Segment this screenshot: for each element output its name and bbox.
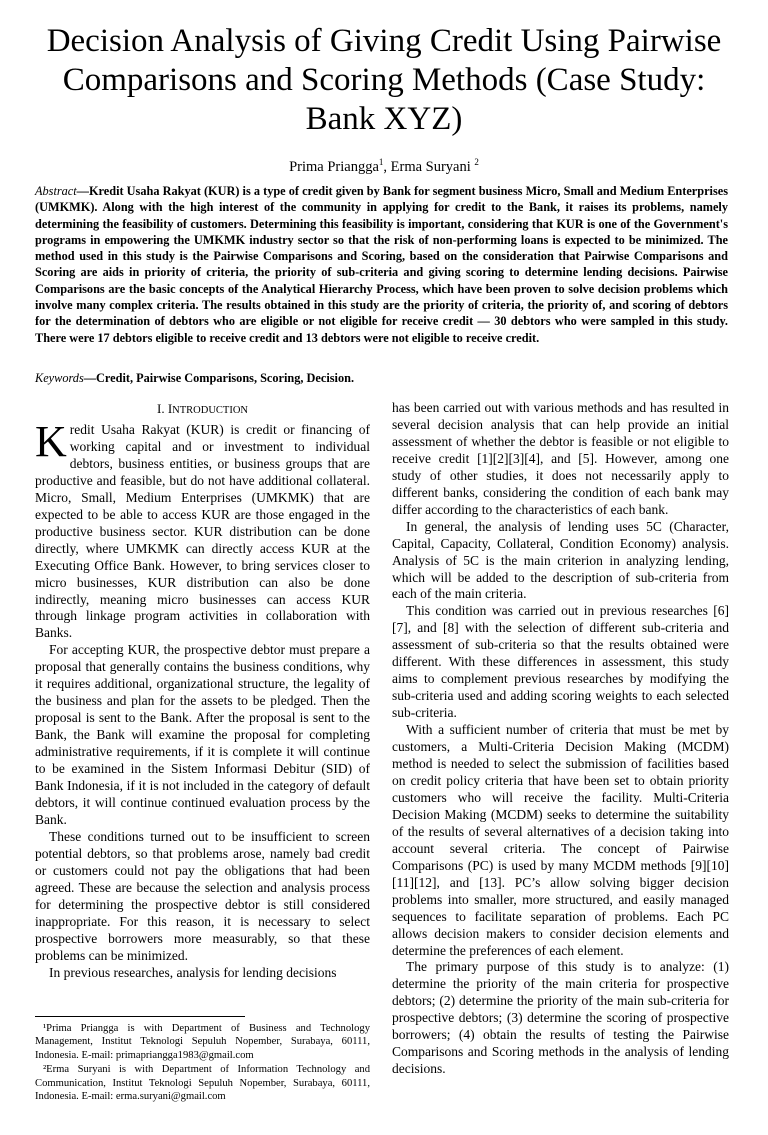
author-line: [0, 153, 768, 176]
abstract-label: Abstract: [35, 184, 77, 198]
author-2: Erma Suryani: [390, 158, 475, 175]
keywords-text: —Credit, Pairwise Comparisons, Scoring, Decision.: [83, 371, 355, 385]
intro-paragraph-2: For accepting KUR, the prospective debtor must prepare a proposal that generally contains the business conditions, why it requires additional, organizational structure, the legality of the business and plan for the assets to be pledged. Then the proposal is sent to the Bank. After the proposal is sent to the Bank, the Bank will examine the proposal for completing administrative requirements, if it is complete it will continue to be examined in the Sistem Informasi Debitur (SID) of Bank Indonesia, if it is not included in the category of default debtors, it will continue continued evaluation process by the Bank.: [35, 642, 370, 827]
intro-paragraph-7: With a sufficient number of criteria that must be met by customers, a Multi-Criteria Decision Making (MCDM) method is needed to select the submission of facilities based on credit policy criteria that have been set to obtain priority customers who will receive the facility. Multi-Criteria Decision Making (MCDM) seeks to determine the suitability of the results of several alternatives of a decision taking into account several criteria. The concept of Pairwise Comparisons (PC) is used by many MCDM methods [9][10][11][12], and [13]. PC’s allow solving bigger decision problems into smaller, more structured, and easily managed sequences to facilitate separation of problems. Each PC allows decision makers to consider decision elements and determine the preferences of each element.: [392, 722, 729, 958]
author-1-mark: 1: [378, 157, 384, 167]
intro-paragraph-3: These conditions turned out to be insufficient to screen potential debtors, so that problems arose, namely bad credit or customers could not pay the obligations that had been agreed. These are because the selection and analysis process for determining the prospective debtor is still considered inappropriate. For this reason, it is necessary to select prospective borrowers more measurably, so that these problems can be minimized.: [35, 828, 370, 963]
section-number: I. I: [157, 401, 173, 416]
right-column: [392, 400, 729, 1078]
keywords: [35, 370, 728, 386]
section-name: NTRODUCTION: [172, 405, 248, 416]
intro-paragraph-4: In previous researches, analysis for lending decisions: [49, 964, 337, 980]
intro-paragraph-1: [35, 417, 370, 642]
intro-paragraph-6: This condition was carried out in previous researches [6][7], and [8] with the selection of different sub-criteria and assessment of sub-criteria so that the results obtained were different. With these differences in assessment, this study aims to complement previous researches by modifying the sub-criteria used and adding scoring weights to each selected sub-criteria.: [392, 603, 729, 721]
keywords-label: Keywords: [35, 371, 84, 385]
author-2-mark: 2: [474, 157, 479, 167]
footnote-2: ²Erma Suryani is with Department of Information Technology and Communication, Institut Teknologi Sepuluh Nopember, Surabaya, 60111, Indonesia. E-mail: erma.suryani@gmail.com: [35, 1064, 370, 1103]
intro-paragraph-5: In general, the analysis of lending uses 5C (Character, Capital, Capacity, Collateral, Condition Economy) analysis. Analysis of 5C is the main criterion in analyzing lending, which will be added to the description of sub-criteria from each of the main criteria.: [392, 518, 729, 602]
footnote-divider: [35, 1016, 245, 1017]
abstract: [35, 183, 728, 346]
drop-cap: K: [35, 417, 67, 466]
intro-paragraph-4-continued: has been carried out with various methods and has resulted in several decision analysis that can help provide an initial assessment of whether the debtor is feasible or not eligible to receive credit [1][2][3][4], and [5]. However, among one study of other studies, it does not necessarily apply to different banks, considering the condition of each bank may differ according to the characteristics of each bank.: [392, 400, 729, 517]
left-column: [35, 400, 370, 981]
paper-title: Decision Analysis of Giving Credit Using Pairwise Comparisons and Scoring Methods (Case Study: Bank XYZ): [46, 23, 722, 137]
footnote-1: ¹Prima Priangga is with Department of Business and Technology Management, Institut Teknologi Sepuluh Nopember, Surabaya, 60111, Indonesia. E-mail: primapriangga1983@gmail.com: [35, 1023, 370, 1061]
intro-paragraph-1-text: redit Usaha Rakyat (KUR) is credit or financing of working capital and or investment to individual debtors, business entities, or business groups that are productive and feasible, but do not have additional collateral. Micro, Small, Medium Enterprises (UMKMK) that are expected to be able to access KUR are those engaged in the productive business sector. KUR distribution can be done directly, where UMKMK can directly access KUR at the Executing Office Bank. However, to bring services closer to micro businesses, KUR distribution can also be done indirectly, meaning micro businesses can access KUR through linkage program activities in collaboration with Banks.: [35, 422, 370, 641]
abstract-text: —Kredit Usaha Rakyat (KUR) is a type of credit given by Bank for segment business Micro, Small and Medium Enterprises (UMKMK). Along with the high interest of the community in applying for credit to the Bank, it raises its problems, namely determining the feasibility of customers. Determining this feasibility is important, considering that KUR is one of the Government's programs in empowering the UMKMK industry sector so that the risk of non-performing loans is expected to be minimized. The method used in this study is the Pairwise Comparisons and Scoring, based on the consideration that Pairwise Comparisons and Scoring are aids in priority of criteria, the priority of sub-criteria and giving scoring to determine lending decisions. Pairwise Comparisons are the basic concepts of the Analytical Hierarchy Process, which have been proven to solve decision problems which involve many complex criteria. The results obtained in this study are the priority of criteria, the priority of, and scoring of debtors for the determination of debtors who are eligible or not eligible for receive credit — 30 debtors who were sampled in this study. There were 17 debtors eligible to receive credit and 13 debtors were not eligible to receive credit.: [35, 184, 728, 345]
author-separator: ,: [383, 158, 391, 175]
section-heading: [35, 400, 370, 420]
footnotes: [35, 1022, 370, 1104]
intro-paragraph-8: The primary purpose of this study is to analyze: (1) determine the priority of the main criteria for prospective debtors; (2) determine the priority of the main sub-criteria for prospective debtors; (3) determine the scoring of prospective borrowers; (4) obtain the results of testing the Pairwise Comparisons and Scoring methods in the analysis of lending decisions.: [392, 959, 729, 1077]
author-1: Prima Priangga: [289, 158, 379, 175]
